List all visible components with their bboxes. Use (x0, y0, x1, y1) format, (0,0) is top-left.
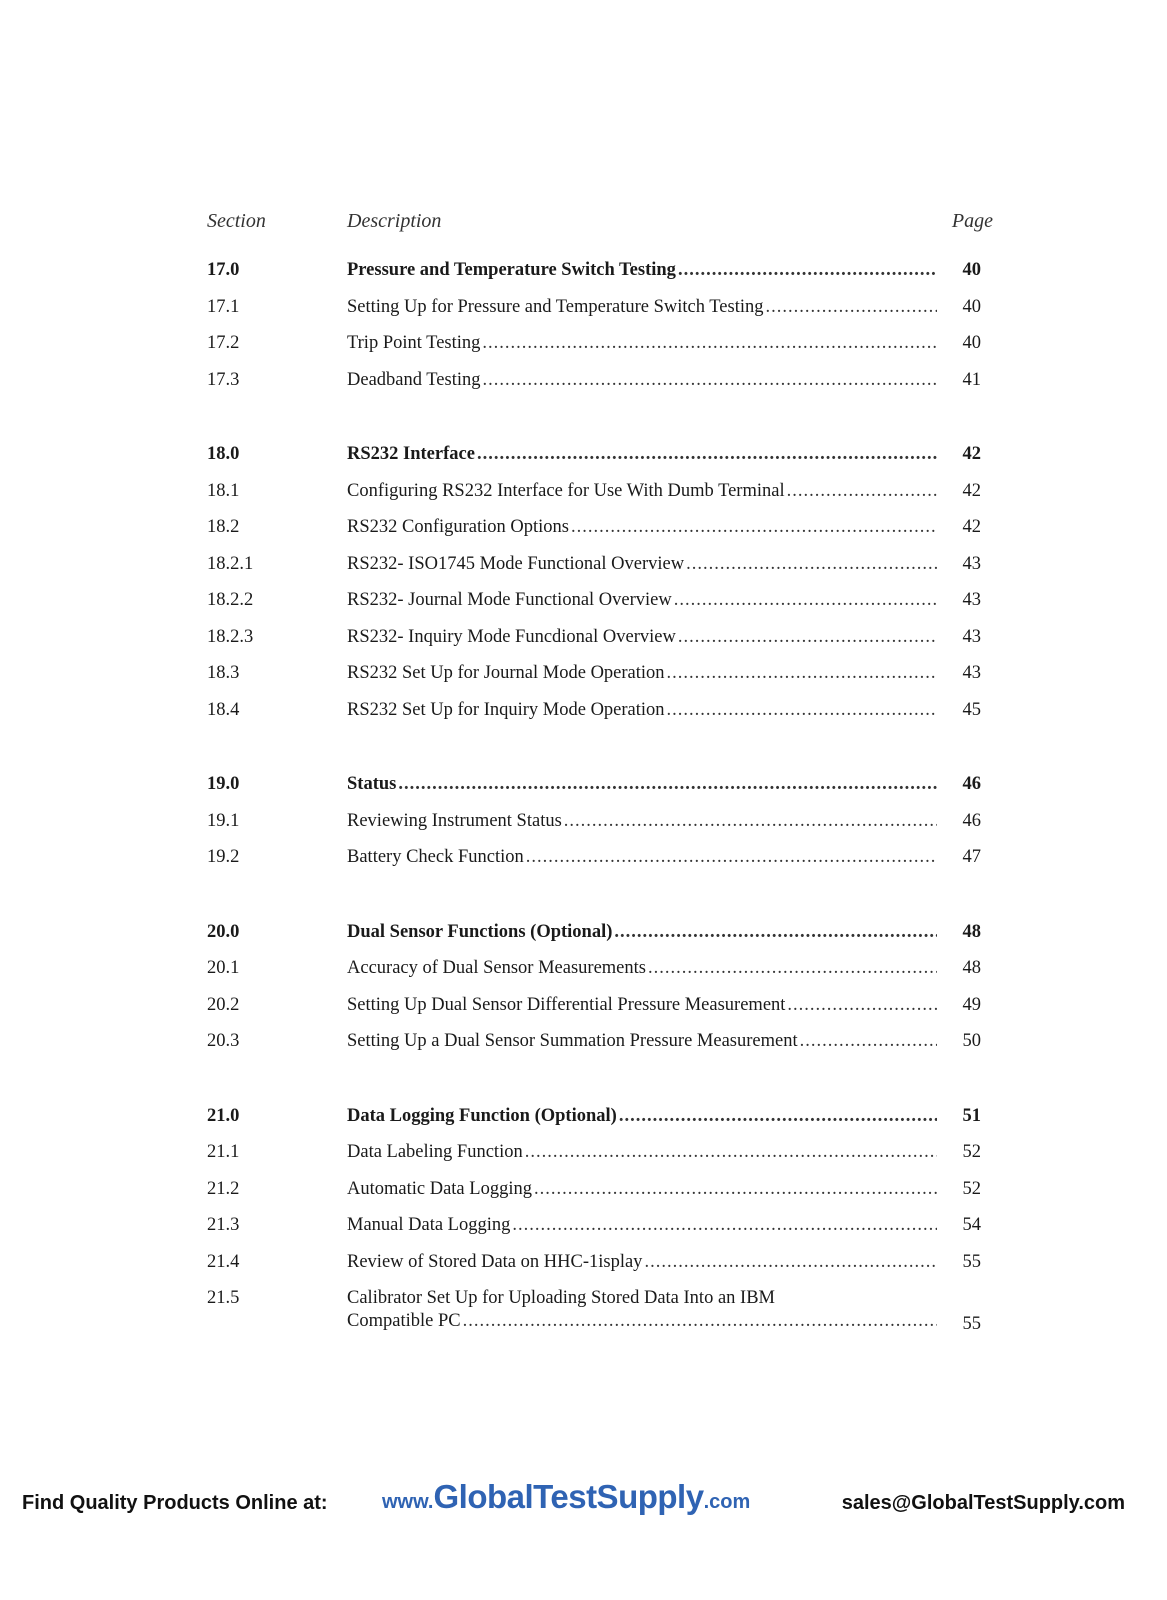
entry-title-text: Data Labeling Function (347, 1142, 523, 1162)
toc-chapter-row[interactable] (207, 1102, 1007, 1139)
entry-title-text: RS232 Configuration Options (347, 517, 570, 537)
toc-entry-row[interactable] (207, 1248, 1007, 1285)
page-number: 48 (962, 921, 981, 942)
section-number: 18.2.1 (207, 553, 254, 574)
section-number: 19.1 (207, 810, 240, 831)
page-number: 43 (962, 663, 981, 683)
entry-title (347, 590, 937, 611)
section-number: 18.2.3 (207, 626, 254, 647)
page-number: 54 (962, 1215, 981, 1235)
toc-entry-row[interactable] (207, 513, 1007, 550)
description-column-header: Description (347, 210, 442, 232)
dot-leader (644, 1252, 937, 1273)
page-number: 43 (962, 590, 981, 610)
page-number: 40 (962, 260, 981, 280)
entry-title-text: RS232- ISO1745 Mode Functional Overview (347, 553, 685, 574)
toc-group (207, 770, 1007, 880)
entry-title-text: RS232- Inquiry Mode Funcdional Overview (347, 626, 676, 647)
entry-title-text: RS232 Interface (347, 444, 475, 464)
entry-title (347, 444, 937, 465)
entry-title (347, 1215, 937, 1236)
toc-entry-row[interactable] (207, 807, 1007, 844)
toc-entry-row[interactable] (207, 1138, 1007, 1175)
entry-title-text: Automatic Data Logging (347, 1178, 532, 1199)
entry-title (347, 333, 937, 354)
page-number: 47 (962, 847, 981, 867)
entry-title-text: Reviewing Instrument Status (347, 810, 562, 831)
page-number: 51 (962, 1105, 981, 1126)
toc-chapter-row[interactable] (207, 440, 1007, 477)
toc-entry-row[interactable] (207, 1027, 1007, 1064)
page-number: 55 (962, 1314, 981, 1334)
entry-title (347, 1252, 937, 1273)
table-of-contents (207, 210, 1007, 1384)
toc-header (207, 210, 1007, 256)
entry-title-text: Setting Up Dual Sensor Differential Pressure Measurement (347, 994, 786, 1015)
toc-chapter-row[interactable] (207, 770, 1007, 807)
toc-group (207, 1102, 1007, 1347)
section-number: 18.2 (207, 517, 240, 537)
entry-title-text: Trip Point Testing (347, 333, 481, 353)
website-suffix: .com (703, 1491, 751, 1513)
toc-entry-row[interactable] (207, 477, 1007, 514)
entry-title (347, 774, 937, 795)
entry-title (347, 663, 937, 684)
section-number: 20.1 (207, 958, 240, 978)
toc-entry-row[interactable] (207, 1175, 1007, 1212)
entry-title-text: Configuring RS232 Interface for Use With Dumb Terminal (347, 480, 785, 501)
dot-leader (800, 1031, 937, 1052)
page-number: 46 (962, 774, 981, 794)
section-number: 17.1 (207, 296, 240, 317)
entry-title-text: Status (347, 774, 397, 794)
footer (0, 1478, 1167, 1528)
entry-title (347, 995, 937, 1016)
page-number: 42 (962, 444, 981, 464)
entry-title (347, 847, 937, 868)
section-number: 20.2 (207, 994, 240, 1015)
toc-entry-row[interactable] (207, 659, 1007, 696)
section-number: 21.3 (207, 1215, 240, 1235)
dot-leader (482, 370, 937, 391)
dot-leader (614, 922, 937, 943)
page-number: 50 (962, 1031, 981, 1051)
dot-leader (482, 333, 937, 354)
dot-leader (674, 590, 937, 611)
page-number: 45 (962, 699, 981, 720)
dot-leader (648, 958, 937, 979)
entry-title (347, 1031, 937, 1052)
entry-title (347, 370, 937, 391)
toc-entry-row[interactable] (207, 586, 1007, 623)
entry-title-text: Battery Check Function (347, 847, 524, 867)
page-number: 52 (962, 1142, 981, 1162)
entry-title (347, 958, 937, 979)
page-number: 48 (962, 958, 981, 978)
entry-title (347, 297, 937, 318)
entry-title (347, 260, 937, 281)
section-number: 21.0 (207, 1105, 240, 1126)
dot-leader (571, 517, 937, 538)
page-number: 43 (962, 626, 981, 647)
dot-leader (619, 1106, 937, 1127)
dot-leader (667, 663, 937, 684)
page-number: 40 (962, 296, 981, 317)
toc-group (207, 918, 1007, 1064)
dot-leader (463, 1311, 937, 1332)
toc-chapter-row[interactable] (207, 918, 1007, 955)
entry-title (347, 1179, 937, 1200)
section-number: 21.4 (207, 1251, 240, 1272)
website-brand: GlobalTestSupply (433, 1478, 704, 1515)
page-number: 42 (962, 517, 981, 537)
dot-leader (678, 627, 937, 648)
entry-title-text: RS232 Set Up for Journal Mode Operation (347, 663, 665, 683)
dot-leader (398, 774, 937, 795)
dot-leader (564, 811, 937, 832)
dot-leader (477, 444, 937, 465)
entry-title (347, 1288, 937, 1332)
entry-title-text: RS232- Journal Mode Functional Overview (347, 590, 672, 610)
section-number: 21.2 (207, 1178, 240, 1199)
section-number: 20.0 (207, 921, 240, 942)
page-column-header: Page (951, 210, 993, 232)
page-number: 43 (962, 553, 981, 574)
section-number: 19.2 (207, 847, 240, 867)
entry-title-line2: Compatible PC (347, 1311, 461, 1331)
entry-title (347, 517, 937, 538)
toc-entry-row[interactable] (207, 366, 1007, 403)
section-number: 18.3 (207, 663, 240, 683)
toc-entry-row[interactable] (207, 293, 1007, 330)
page-number: 41 (962, 369, 981, 390)
section-number: 17.0 (207, 260, 240, 280)
entry-title (347, 811, 937, 832)
toc-entry-row[interactable] (207, 991, 1007, 1028)
page-number: 42 (962, 480, 981, 501)
toc-body (207, 256, 1007, 1346)
entry-title-text: RS232 Set Up for Inquiry Mode Operation (347, 699, 665, 720)
section-number: 18.0 (207, 444, 240, 464)
entry-title (347, 481, 937, 502)
entry-title (347, 554, 937, 575)
page-number: 49 (962, 994, 981, 1015)
dot-leader (512, 1215, 937, 1236)
section-number: 21.1 (207, 1142, 240, 1162)
dot-leader (787, 481, 937, 502)
website-prefix: www. (382, 1491, 434, 1513)
section-number: 18.2.2 (207, 590, 254, 610)
toc-entry-row[interactable] (207, 954, 1007, 991)
toc-entry-row[interactable] (207, 1211, 1007, 1248)
entry-title (347, 627, 937, 648)
entry-title-text: Manual Data Logging (347, 1215, 511, 1235)
section-number: 18.4 (207, 699, 240, 720)
toc-group (207, 256, 1007, 402)
entry-title (347, 1142, 937, 1163)
dot-leader (686, 554, 937, 575)
toc-entry-row[interactable] (207, 696, 1007, 733)
section-number: 17.2 (207, 333, 240, 353)
dot-leader (526, 847, 937, 868)
page-number: 46 (962, 810, 981, 831)
entry-title-line1: Calibrator Set Up for Uploading Stored Data Into an IBM (347, 1288, 775, 1308)
entry-title-text: Review of Stored Data on HHC-1isplay (347, 1251, 643, 1272)
page-number: 52 (962, 1178, 981, 1199)
entry-title (347, 1106, 937, 1127)
footer-email-link[interactable]: sales@GlobalTestSupply.com (841, 1492, 1125, 1514)
dot-leader (787, 995, 937, 1016)
entry-title-text: Accuracy of Dual Sensor Measurements (347, 958, 646, 978)
toc-entry-row[interactable] (207, 1284, 1007, 1346)
section-number: 21.5 (207, 1288, 240, 1308)
entry-title (347, 700, 937, 721)
section-number: 18.1 (207, 480, 240, 501)
section-number: 20.3 (207, 1031, 240, 1051)
toc-entry-row[interactable] (207, 550, 1007, 587)
section-number: 17.3 (207, 369, 240, 390)
entry-title-text: Data Logging Function (Optional) (347, 1105, 617, 1126)
dot-leader (667, 700, 937, 721)
toc-chapter-row[interactable] (207, 256, 1007, 293)
dot-leader (534, 1179, 937, 1200)
dot-leader (766, 297, 938, 318)
toc-entry-row[interactable] (207, 329, 1007, 366)
dot-leader (678, 260, 937, 281)
toc-group (207, 440, 1007, 732)
entry-title-text: Dual Sensor Functions (Optional) (347, 921, 613, 942)
entry-title-text: Setting Up for Pressure and Temperature Switch Testing (347, 296, 764, 317)
toc-entry-row[interactable] (207, 843, 1007, 880)
section-number: 19.0 (207, 774, 240, 794)
entry-title-text: Pressure and Temperature Switch Testing (347, 260, 676, 280)
footer-website-link[interactable] (382, 1478, 750, 1516)
entry-title-text: Setting Up a Dual Sensor Summation Pressure Measurement (347, 1031, 798, 1051)
page-number: 40 (962, 333, 981, 353)
section-column-header: Section (207, 210, 266, 232)
entry-title-text: Deadband Testing (347, 369, 481, 390)
dot-leader (525, 1142, 937, 1163)
entry-title (347, 922, 937, 943)
toc-entry-row[interactable] (207, 623, 1007, 660)
page-number: 55 (962, 1251, 981, 1272)
footer-tagline: Find Quality Products Online at: (22, 1492, 328, 1514)
